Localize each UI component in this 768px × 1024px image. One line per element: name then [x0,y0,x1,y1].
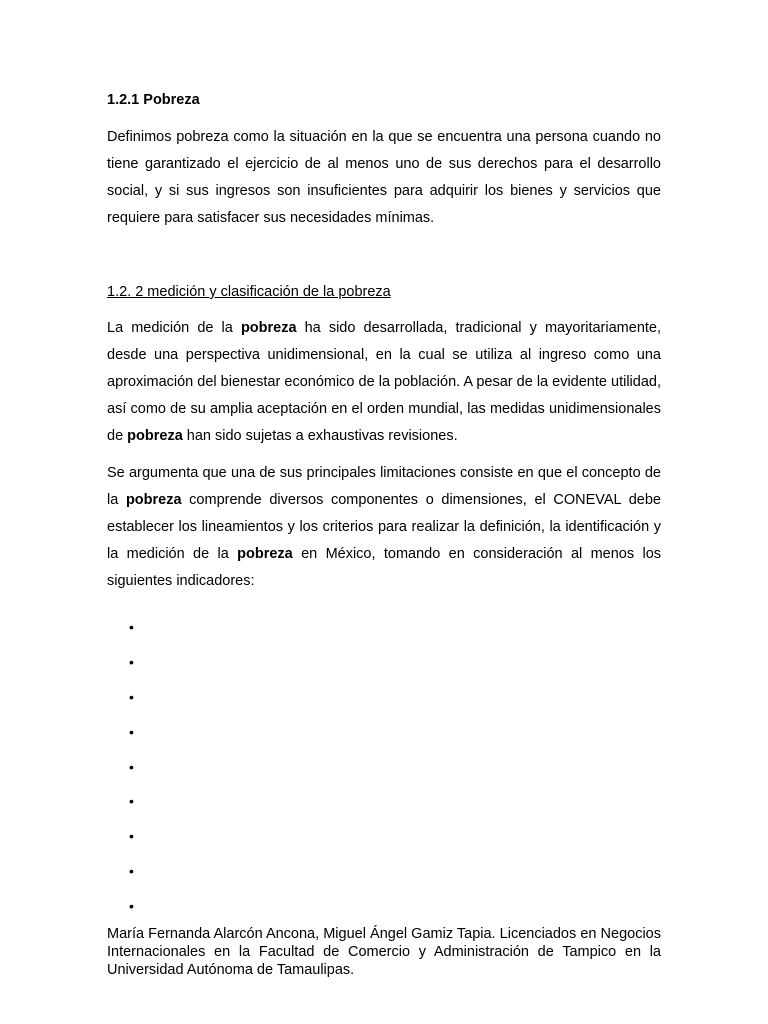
bullet-item [107,786,407,821]
bullet-dot-icon: • [129,898,134,915]
bullet-item [107,821,407,856]
text-run: han sido sujetas a exhaustivas revisiones. [182,428,458,444]
paragraph-limitaciones [107,460,661,595]
bullet-dot-icon: • [129,793,134,810]
bullet-item [107,752,407,787]
section-heading-medicion: 1.2. 2 medición y clasificación de la pobreza [107,284,391,300]
bullet-dot-icon: • [129,688,134,705]
bullet-dot-icon: • [129,863,134,880]
paragraph-pobreza-definition: Definimos pobreza como la situación en la que se encuentra una persona cuando no tiene garantizado el ejercicio de al menos uno de sus derechos para el desarrollo social, y si sus ingresos son insuficientes para adquirir los bienes y servicios que requiere para satisfacer sus necesidades mínimas. [107,129,661,226]
bullet-dot-icon: • [129,758,134,775]
bold-term: pobreza [237,546,293,562]
bullet-item [107,717,407,752]
paragraph-medicion [107,315,661,450]
bullet-item [107,856,407,891]
bullet-item [107,612,407,647]
bullet-dot-icon: • [129,828,134,845]
bullet-dot-icon: • [129,653,134,670]
text-run: comprende diversos componentes o dimensiones, el CONEVAL debe establecer los lineamientos y los criterios para realizar la definición, la identificación y la medición de la [107,492,661,562]
text-run: Se argumenta que una de sus principales limitaciones consiste en que el concepto de la [107,465,661,508]
text-run: La medición de la [107,320,241,336]
bullet-item [107,682,407,717]
bullet-item [107,891,407,926]
text-run: en México, tomando en consideración al menos los siguientes indicadores: [107,546,662,589]
bold-term: pobreza [127,428,183,444]
bold-term: pobreza [240,320,297,336]
bold-term: pobreza [125,492,182,508]
bullet-dot-icon: • [129,723,134,740]
bullet-dot-icon: • [129,619,134,635]
text-run: ha sido desarrollada, tradicional y mayoritariamente, desde una perspectiva unidimensional, en la cual se utiliza al ingreso como una aproximación del bienestar económico de la población. A pesar de la evidente utilidad, así como de su amplia aceptación en el orden mundial, las medidas unidimensionales de [107,320,662,444]
section-heading-pobreza: 1.2.1 Pobreza [107,92,200,108]
bullet-item [107,647,407,682]
indicator-bullet-list [107,612,407,926]
author-footnote: María Fernanda Alarcón Ancona, Miguel Ángel Gamiz Tapia. Licenciados en Negocios Internacionales en la Facultad de Comercio y Administración de Tampico en la Universidad Autónoma de Tamaulipas. [107,926,661,978]
